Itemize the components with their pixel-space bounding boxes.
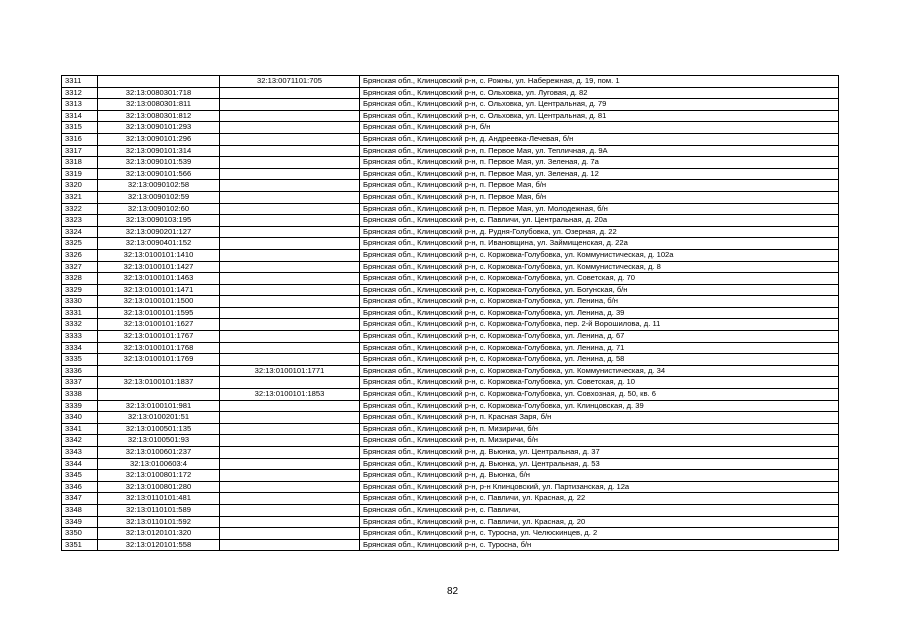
table-row — [62, 99, 839, 111]
address-cell: Брянская обл., Клинцовский р-н, с. Коржовка-Голубовка, ул. Советская, д. 70 — [360, 273, 839, 285]
table-row — [62, 423, 839, 435]
table-row — [62, 296, 839, 308]
related-cadastral-number-cell — [220, 504, 360, 516]
related-cadastral-number-cell — [220, 87, 360, 99]
table-row — [62, 342, 839, 354]
row-number-cell: 3316 — [62, 133, 98, 145]
related-cadastral-number-cell — [220, 249, 360, 261]
table-row — [62, 400, 839, 412]
related-cadastral-number-cell — [220, 331, 360, 343]
address-cell: Брянская обл., Клинцовский р-н, с. Павличи, ул. Центральная, д. 20а — [360, 215, 839, 227]
address-cell: Брянская обл., Клинцовский р-н, п. Первое Мая, ул. Тепличная, д. 9А — [360, 145, 839, 157]
related-cadastral-number-cell — [220, 180, 360, 192]
table-row — [62, 110, 839, 122]
address-cell: Брянская обл., Клинцовский р-н, с. Коржовка-Голубовка, ул. Совхозная, д. 50, кв. 6 — [360, 389, 839, 401]
row-number-cell: 3313 — [62, 99, 98, 111]
row-number-cell: 3312 — [62, 87, 98, 99]
row-number-cell: 3340 — [62, 412, 98, 424]
row-number-cell: 3318 — [62, 157, 98, 169]
address-cell: Брянская обл., Клинцовский р-н, с. Коржовка-Голубовка, ул. Ленина, д. 71 — [360, 342, 839, 354]
address-cell: Брянская обл., Клинцовский р-н, д. Андреевка-Лечевая, б/н — [360, 133, 839, 145]
row-number-cell: 3346 — [62, 481, 98, 493]
related-cadastral-number-cell — [220, 110, 360, 122]
cadastral-table — [61, 75, 839, 551]
row-number-cell: 3334 — [62, 342, 98, 354]
row-number-cell: 3347 — [62, 493, 98, 505]
table-row — [62, 504, 839, 516]
row-number-cell: 3336 — [62, 365, 98, 377]
address-cell: Брянская обл., Клинцовский р-н, б/н — [360, 122, 839, 134]
table-row — [62, 528, 839, 540]
row-number-cell: 3321 — [62, 191, 98, 203]
table-row — [62, 122, 839, 134]
table-row — [62, 145, 839, 157]
cadastral-number-cell: 32:13:0110101:589 — [98, 504, 220, 516]
cadastral-number-cell: 32:13:0100101:981 — [98, 400, 220, 412]
cadastral-number-cell: 32:13:0090101:293 — [98, 122, 220, 134]
cadastral-number-cell: 32:13:0100101:1837 — [98, 377, 220, 389]
address-cell: Брянская обл., Клинцовский р-н, п. Ивановщина, ул. Займищенская, д. 22а — [360, 238, 839, 250]
row-number-cell: 3332 — [62, 319, 98, 331]
related-cadastral-number-cell — [220, 539, 360, 551]
page-number: 82 — [446, 586, 459, 597]
cadastral-number-cell: 32:13:0080301:811 — [98, 99, 220, 111]
address-cell: Брянская обл., Клинцовский р-н, с. Коржовка-Голубовка, ул. Коммунистическая, д. 8 — [360, 261, 839, 273]
table-row — [62, 307, 839, 319]
related-cadastral-number-cell — [220, 307, 360, 319]
cadastral-number-cell: 32:13:0100501:135 — [98, 423, 220, 435]
related-cadastral-number-cell — [220, 400, 360, 412]
row-number-cell: 3330 — [62, 296, 98, 308]
cadastral-number-cell: 32:13:0100101:1410 — [98, 249, 220, 261]
row-number-cell: 3338 — [62, 389, 98, 401]
cadastral-number-cell: 32:13:0110101:481 — [98, 493, 220, 505]
cadastral-number-cell: 32:13:0100101:1595 — [98, 307, 220, 319]
row-number-cell: 3315 — [62, 122, 98, 134]
row-number-cell: 3341 — [62, 423, 98, 435]
table-row — [62, 435, 839, 447]
row-number-cell: 3326 — [62, 249, 98, 261]
address-cell: Брянская обл., Клинцовский р-н, п. Первое Мая, ул. Зеленая, д. 7а — [360, 157, 839, 169]
table-row — [62, 493, 839, 505]
table-row — [62, 470, 839, 482]
address-cell: Брянская обл., Клинцовский р-н, п. Первое Мая, ул. Молодежная, б/н — [360, 203, 839, 215]
cadastral-number-cell: 32:13:0120101:320 — [98, 528, 220, 540]
table-row — [62, 87, 839, 99]
table-row — [62, 157, 839, 169]
cadastral-number-cell — [98, 389, 220, 401]
related-cadastral-number-cell: 32:13:0100101:1771 — [220, 365, 360, 377]
related-cadastral-number-cell — [220, 354, 360, 366]
related-cadastral-number-cell — [220, 191, 360, 203]
cadastral-number-cell: 32:13:0090201:127 — [98, 226, 220, 238]
cadastral-number-cell: 32:13:0100101:1471 — [98, 284, 220, 296]
row-number-cell: 3342 — [62, 435, 98, 447]
row-number-cell: 3335 — [62, 354, 98, 366]
cadastral-number-cell: 32:13:0100801:172 — [98, 470, 220, 482]
cadastral-number-cell — [98, 365, 220, 377]
related-cadastral-number-cell — [220, 238, 360, 250]
table-row — [62, 180, 839, 192]
related-cadastral-number-cell — [220, 528, 360, 540]
address-cell: Брянская обл., Клинцовский р-н, с. Ольховка, ул. Луговая, д. 82 — [360, 87, 839, 99]
row-number-cell: 3345 — [62, 470, 98, 482]
table-row — [62, 319, 839, 331]
cadastral-number-cell: 32:13:0100101:1627 — [98, 319, 220, 331]
table-row — [62, 226, 839, 238]
related-cadastral-number-cell — [220, 99, 360, 111]
address-cell: Брянская обл., Клинцовский р-н, д. Вьюнка, б/н — [360, 470, 839, 482]
related-cadastral-number-cell — [220, 133, 360, 145]
address-cell: Брянская обл., Клинцовский р-н, с. Туросна, б/н — [360, 539, 839, 551]
table-row — [62, 249, 839, 261]
address-cell: Брянская обл., Клинцовский р-н, с. Ольховка, ул. Центральная, д. 81 — [360, 110, 839, 122]
table-row — [62, 516, 839, 528]
row-number-cell: 3349 — [62, 516, 98, 528]
related-cadastral-number-cell — [220, 412, 360, 424]
related-cadastral-number-cell — [220, 284, 360, 296]
cadastral-number-cell: 32:13:0100501:93 — [98, 435, 220, 447]
related-cadastral-number-cell — [220, 296, 360, 308]
related-cadastral-number-cell — [220, 145, 360, 157]
related-cadastral-number-cell — [220, 458, 360, 470]
cadastral-number-cell: 32:13:0100201:51 — [98, 412, 220, 424]
row-number-cell: 3311 — [62, 76, 98, 88]
row-number-cell: 3351 — [62, 539, 98, 551]
table-row — [62, 273, 839, 285]
row-number-cell: 3331 — [62, 307, 98, 319]
related-cadastral-number-cell — [220, 435, 360, 447]
address-cell: Брянская обл., Клинцовский р-н, с. Ольховка, ул. Центральная, д. 79 — [360, 99, 839, 111]
address-cell: Брянская обл., Клинцовский р-н, с. Коржовка-Голубовка, пер. 2-й Ворошилова, д. 11 — [360, 319, 839, 331]
table-row — [62, 331, 839, 343]
address-cell: Брянская обл., Клинцовский р-н, п. Первое Мая, ул. Зеленая, д. 12 — [360, 168, 839, 180]
row-number-cell: 3325 — [62, 238, 98, 250]
address-cell: Брянская обл., Клинцовский р-н, с. Коржовка-Голубовка, ул. Ленина, д. 58 — [360, 354, 839, 366]
related-cadastral-number-cell — [220, 215, 360, 227]
table-row — [62, 168, 839, 180]
address-cell: Брянская обл., Клинцовский р-н, р-н Клинцовский, ул. Партизанская, д. 12а — [360, 481, 839, 493]
table-row — [62, 284, 839, 296]
row-number-cell: 3329 — [62, 284, 98, 296]
cadastral-number-cell: 32:13:0100101:1500 — [98, 296, 220, 308]
cadastral-number-cell: 32:13:0100101:1768 — [98, 342, 220, 354]
cadastral-number-cell: 32:13:0090102:59 — [98, 191, 220, 203]
address-cell: Брянская обл., Клинцовский р-н, с. Коржовка-Голубовка, ул. Коммунистическая, д. 102а — [360, 249, 839, 261]
address-cell: Брянская обл., Клинцовский р-н, д. Вьюнка, ул. Центральная, д. 37 — [360, 447, 839, 459]
table-row — [62, 458, 839, 470]
table-row — [62, 191, 839, 203]
table-row — [62, 365, 839, 377]
related-cadastral-number-cell — [220, 168, 360, 180]
row-number-cell: 3337 — [62, 377, 98, 389]
cadastral-number-cell: 32:13:0090102:60 — [98, 203, 220, 215]
related-cadastral-number-cell — [220, 319, 360, 331]
related-cadastral-number-cell — [220, 342, 360, 354]
related-cadastral-number-cell — [220, 122, 360, 134]
related-cadastral-number-cell — [220, 273, 360, 285]
related-cadastral-number-cell — [220, 261, 360, 273]
related-cadastral-number-cell: 32:13:0071101:705 — [220, 76, 360, 88]
address-cell: Брянская обл., Клинцовский р-н, п. Первое Мая, б/н — [360, 180, 839, 192]
row-number-cell: 3344 — [62, 458, 98, 470]
related-cadastral-number-cell — [220, 470, 360, 482]
table-row — [62, 354, 839, 366]
cadastral-number-cell: 32:13:0110101:592 — [98, 516, 220, 528]
row-number-cell: 3333 — [62, 331, 98, 343]
row-number-cell: 3350 — [62, 528, 98, 540]
address-cell: Брянская обл., Клинцовский р-н, с. Коржовка-Голубовка, ул. Ленина, д. 67 — [360, 331, 839, 343]
related-cadastral-number-cell — [220, 226, 360, 238]
cadastral-number-cell: 32:13:0100801:280 — [98, 481, 220, 493]
row-number-cell: 3317 — [62, 145, 98, 157]
related-cadastral-number-cell — [220, 377, 360, 389]
cadastral-number-cell: 32:13:0080301:718 — [98, 87, 220, 99]
table-row — [62, 539, 839, 551]
address-cell: Брянская обл., Клинцовский р-н, п. Красная Заря, б/н — [360, 412, 839, 424]
address-cell: Брянская обл., Клинцовский р-н, с. Коржовка-Голубовка, ул. Клинцовская, д. 39 — [360, 400, 839, 412]
cadastral-number-cell: 32:13:0100101:1463 — [98, 273, 220, 285]
cadastral-number-cell: 32:13:0090102:58 — [98, 180, 220, 192]
row-number-cell: 3314 — [62, 110, 98, 122]
cadastral-number-cell: 32:13:0090103:195 — [98, 215, 220, 227]
table-row — [62, 412, 839, 424]
related-cadastral-number-cell — [220, 423, 360, 435]
row-number-cell: 3348 — [62, 504, 98, 516]
row-number-cell: 3328 — [62, 273, 98, 285]
related-cadastral-number-cell — [220, 157, 360, 169]
cadastral-number-cell: 32:13:0100603:4 — [98, 458, 220, 470]
address-cell: Брянская обл., Клинцовский р-н, с. Павличи, — [360, 504, 839, 516]
cadastral-number-cell: 32:13:0120101:558 — [98, 539, 220, 551]
row-number-cell: 3324 — [62, 226, 98, 238]
row-number-cell: 3322 — [62, 203, 98, 215]
address-cell: Брянская обл., Клинцовский р-н, с. Коржовка-Голубовка, ул. Советская, д. 10 — [360, 377, 839, 389]
related-cadastral-number-cell: 32:13:0100101:1853 — [220, 389, 360, 401]
row-number-cell: 3320 — [62, 180, 98, 192]
table-row — [62, 238, 839, 250]
address-cell: Брянская обл., Клинцовский р-н, с. Коржовка-Голубовка, ул. Ленина, д. 39 — [360, 307, 839, 319]
address-cell: Брянская обл., Клинцовский р-н, д. Рудня-Голубовка, ул. Озерная, д. 22 — [360, 226, 839, 238]
table-row — [62, 76, 839, 88]
address-cell: Брянская обл., Клинцовский р-н, с. Туросна, ул. Челюскинцев, д. 2 — [360, 528, 839, 540]
cadastral-number-cell: 32:13:0100101:1767 — [98, 331, 220, 343]
table-row — [62, 203, 839, 215]
cadastral-number-cell: 32:13:0100101:1427 — [98, 261, 220, 273]
cadastral-number-cell: 32:13:0100101:1769 — [98, 354, 220, 366]
related-cadastral-number-cell — [220, 481, 360, 493]
cadastral-number-cell: 32:13:0100601:237 — [98, 447, 220, 459]
address-cell: Брянская обл., Клинцовский р-н, с. Коржовка-Голубовка, ул. Богунская, б/н — [360, 284, 839, 296]
related-cadastral-number-cell — [220, 493, 360, 505]
table-row — [62, 133, 839, 145]
table-row — [62, 447, 839, 459]
row-number-cell: 3319 — [62, 168, 98, 180]
address-cell: Брянская обл., Клинцовский р-н, с. Коржовка-Голубовка, ул. Коммунистическая, д. 34 — [360, 365, 839, 377]
cadastral-number-cell: 32:13:0090101:314 — [98, 145, 220, 157]
cadastral-number-cell: 32:13:0080301:812 — [98, 110, 220, 122]
table-body — [62, 76, 839, 551]
row-number-cell: 3343 — [62, 447, 98, 459]
related-cadastral-number-cell — [220, 203, 360, 215]
cadastral-number-cell: 32:13:0090101:539 — [98, 157, 220, 169]
table-row — [62, 389, 839, 401]
table-row — [62, 481, 839, 493]
address-cell: Брянская обл., Клинцовский р-н, с. Павличи, ул. Красная, д. 20 — [360, 516, 839, 528]
cadastral-number-cell: 32:13:0090401:152 — [98, 238, 220, 250]
table-row — [62, 261, 839, 273]
address-cell: Брянская обл., Клинцовский р-н, с. Коржовка-Голубовка, ул. Ленина, б/н — [360, 296, 839, 308]
address-cell: Брянская обл., Клинцовский р-н, п. Мизиричи, б/н — [360, 435, 839, 447]
address-cell: Брянская обл., Клинцовский р-н, д. Вьюнка, ул. Центральная, д. 53 — [360, 458, 839, 470]
cadastral-number-cell — [98, 76, 220, 88]
table-row — [62, 377, 839, 389]
cadastral-number-cell: 32:13:0090101:296 — [98, 133, 220, 145]
table-row — [62, 215, 839, 227]
cadastral-number-cell: 32:13:0090101:566 — [98, 168, 220, 180]
related-cadastral-number-cell — [220, 447, 360, 459]
row-number-cell: 3339 — [62, 400, 98, 412]
row-number-cell: 3327 — [62, 261, 98, 273]
address-cell: Брянская обл., Клинцовский р-н, с. Рожны, ул. Набережная, д. 19, пом. 1 — [360, 76, 839, 88]
row-number-cell: 3323 — [62, 215, 98, 227]
address-cell: Брянская обл., Клинцовский р-н, п. Первое Мая, б/н — [360, 191, 839, 203]
address-cell: Брянская обл., Клинцовский р-н, с. Павличи, ул. Красная, д. 22 — [360, 493, 839, 505]
related-cadastral-number-cell — [220, 516, 360, 528]
address-cell: Брянская обл., Клинцовский р-н, п. Мизиричи, б/н — [360, 423, 839, 435]
